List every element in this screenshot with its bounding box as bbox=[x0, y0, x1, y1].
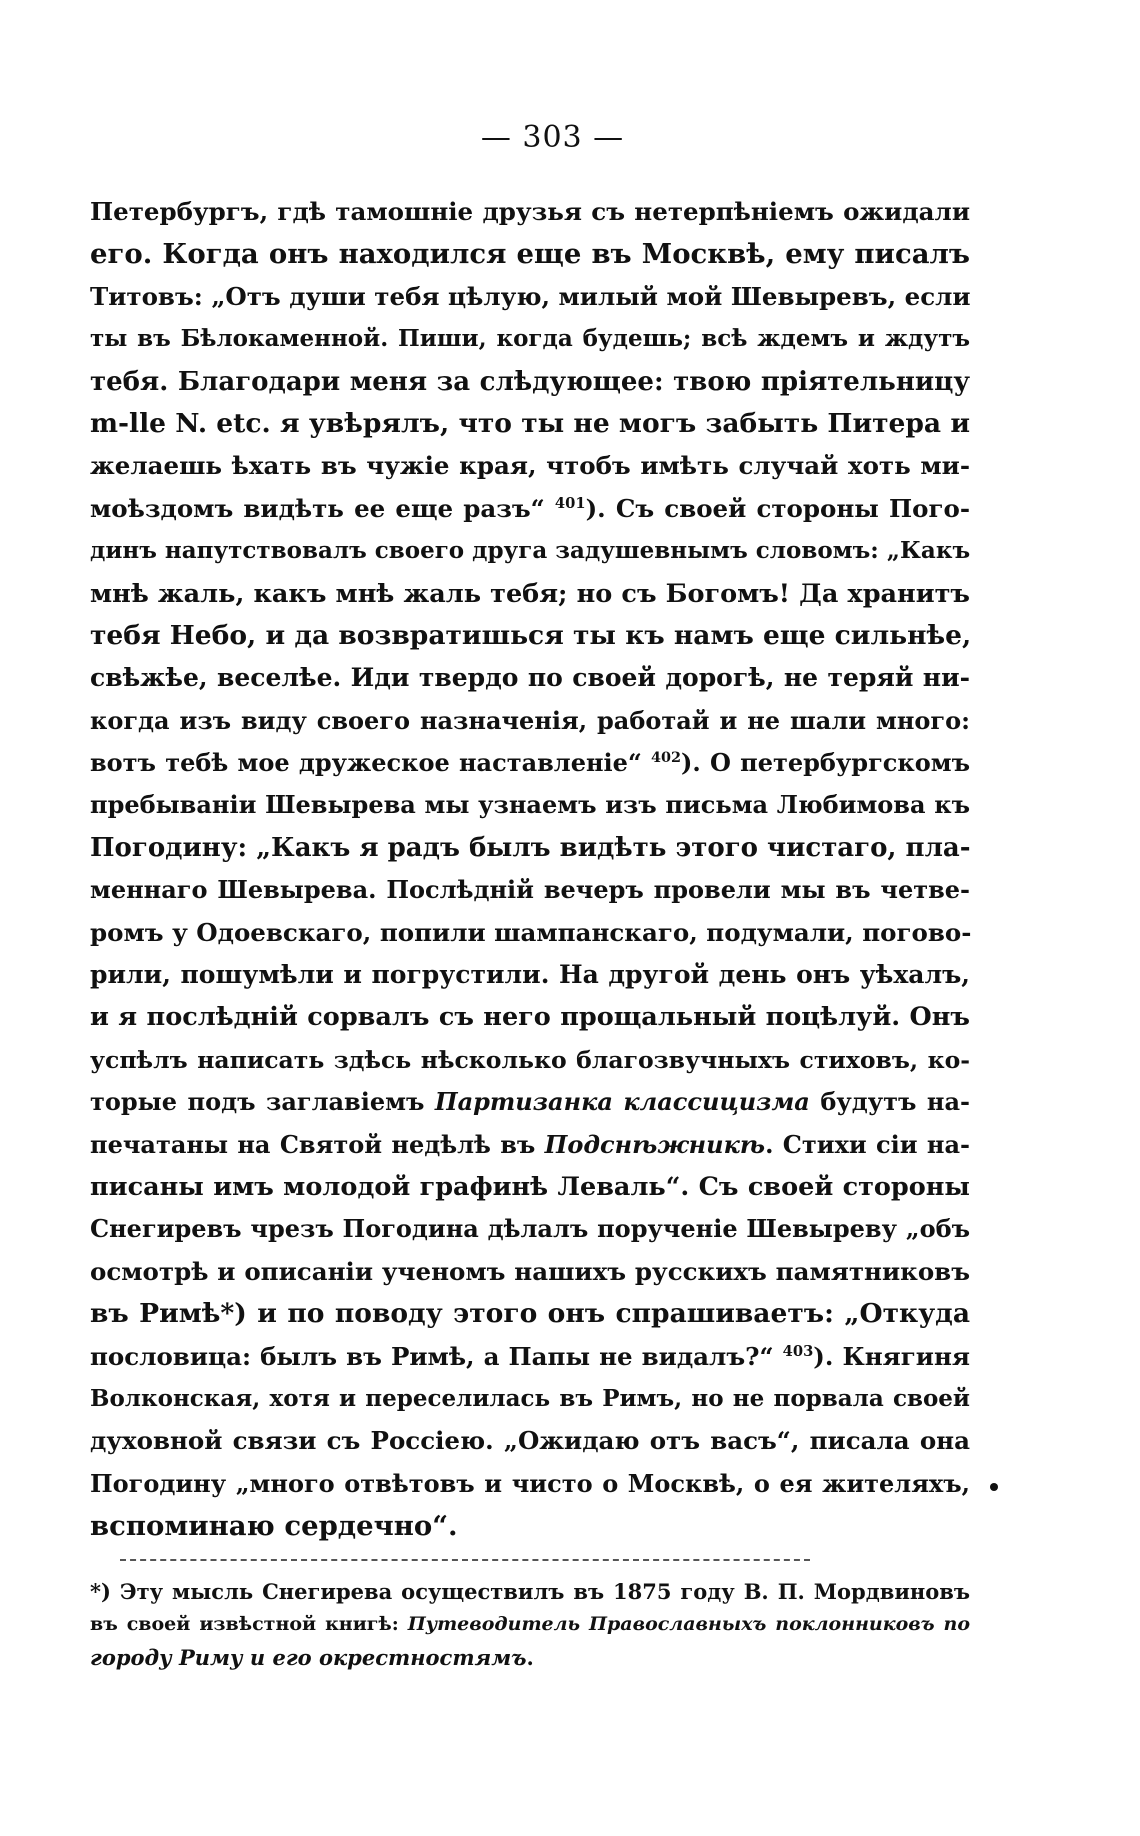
text-line: писаны имъ молодой графинѣ Леваль“. Съ своей стороны bbox=[90, 1171, 970, 1202]
citation-mark: 401 bbox=[554, 494, 586, 512]
text-segment: ). Княгиня bbox=[813, 1341, 970, 1371]
text-segment: вотъ тебѣ мое дружеское наставленіе“ bbox=[90, 748, 651, 778]
text-line: его. Когда онъ находился еще въ Москвѣ, ему писалъ bbox=[90, 238, 970, 271]
text-line bbox=[90, 1124, 970, 1166]
text-segment: печатаны на Святой недѣлѣ въ bbox=[90, 1129, 545, 1159]
citation-mark: 403 bbox=[782, 1342, 814, 1360]
text-segment: будутъ на- bbox=[809, 1087, 970, 1117]
margin-dot bbox=[990, 1483, 998, 1491]
text-line: Погодину „много отвѣтовъ и чисто о Москвѣ, о ея жителяхъ, bbox=[90, 1468, 970, 1498]
text-line: мнѣ жаль, какъ мнѣ жаль тебя; но съ Богомъ! Да хранитъ bbox=[90, 578, 970, 609]
text-line bbox=[90, 1336, 970, 1378]
text-line: рили, пошумѣли и погрустили. На другой день онъ уѣхалъ, bbox=[90, 960, 970, 990]
footnote-line: *) Эту мысль Снегирева осуществилъ въ 1875 году В. П. Мордвиновъ bbox=[90, 1579, 970, 1604]
text-line: динъ напутствовалъ своего друга задушевнымъ словомъ: „Какъ bbox=[90, 537, 971, 565]
text-line: успѣлъ написать здѣсь нѣсколько благозвучныхъ стиховъ, ко- bbox=[90, 1045, 970, 1074]
text-line: m-lle N. etc. я увѣрялъ, что ты не могъ забыть Питера и bbox=[90, 407, 970, 439]
citation-mark: 402 bbox=[651, 749, 682, 767]
text-line: желаешь ѣхать въ чужіе края, чтобъ имѣть случай хоть ми- bbox=[90, 451, 970, 481]
text-segment: ). О петербургскомъ bbox=[681, 748, 970, 778]
text-segment: въ своей извѣстной книгѣ: bbox=[90, 1613, 408, 1635]
italic-title: городу Риму и его окрестностямъ bbox=[90, 1645, 527, 1670]
text-segment: . Стихи сіи на- bbox=[765, 1129, 970, 1159]
text-line: въ Римѣ*) и по поводу этого онъ спрашиваетъ: „Откуда bbox=[90, 1298, 970, 1330]
italic-title: Партизанка классицизма bbox=[434, 1087, 810, 1117]
footnote-divider bbox=[120, 1559, 810, 1561]
text-segment: торые подъ заглавіемъ bbox=[90, 1087, 435, 1117]
footnote-line bbox=[90, 1641, 970, 1674]
text-line: и я послѣдній сорвалъ съ него прощальный поцѣлуй. Онъ bbox=[90, 1002, 970, 1033]
text-line: осмотрѣ и описаніи ученомъ нашихъ русскихъ памятниковъ bbox=[90, 1256, 970, 1286]
footnote bbox=[90, 1575, 970, 1674]
text-line bbox=[90, 742, 970, 784]
text-segment: . bbox=[526, 1645, 534, 1670]
text-line: тебя. Благодари меня за слѣдующее: твою пріятельницу bbox=[90, 366, 970, 397]
text-line: духовной связи съ Россіею. „Ожидаю отъ васъ“, писала она bbox=[90, 1426, 970, 1456]
text-line: Волконская, хотя и переселилась въ Римъ, но не порвала своей bbox=[90, 1384, 970, 1412]
italic-title: Подснѣжникѣ bbox=[544, 1129, 766, 1159]
text-line: ромъ у Одоевскаго, попили шампанскаго, подумали, погово- bbox=[90, 917, 972, 947]
text-line: пребываніи Шевырева мы узнаемъ изъ письма Любимова къ bbox=[90, 790, 970, 820]
text-line: Погодину: „Какъ я радъ былъ видѣть этого чистаго, пла- bbox=[90, 832, 971, 863]
text-line: Петербургъ, гдѣ тамошніе друзья съ нетерпѣніемъ ожидали bbox=[90, 197, 970, 226]
text-line bbox=[90, 488, 970, 530]
footnote-line bbox=[90, 1608, 970, 1641]
text-line: тебя Небо, и да возвратишься ты къ намъ еще сильнѣе, bbox=[90, 619, 972, 651]
text-line: когда изъ виду своего назначенія, работай и не шали много: bbox=[90, 705, 970, 735]
text-line: ты въ Бѣлокаменной. Пиши, когда будешь; всѣ ждемъ и ждутъ bbox=[90, 325, 970, 353]
text-segment: пословица: былъ въ Римѣ, а Папы не видалъ?“ bbox=[90, 1341, 783, 1371]
main-text bbox=[90, 191, 970, 1548]
text-segment: моѣздомъ видѣть ее еще разъ“ bbox=[90, 493, 555, 523]
text-segment: ). Съ своей стороны Пого- bbox=[585, 493, 971, 523]
text-line: Снегиревъ чрезъ Погодина дѣлалъ порученіе Шевыреву „объ bbox=[90, 1214, 970, 1244]
text-line bbox=[90, 1081, 970, 1123]
text-line: меннаго Шевырева. Послѣдній вечеръ провели мы въ четве- bbox=[90, 875, 970, 905]
page-number: — 303 — bbox=[480, 120, 625, 155]
text-line: вспоминаю сердечно“. bbox=[90, 1510, 458, 1543]
italic-title: Путеводитель Православныхъ поклонниковъ по bbox=[407, 1613, 970, 1635]
text-line: свѣжѣе, веселѣе. Иди твердо по своей дорогѣ, не теряй ни- bbox=[90, 663, 970, 693]
text-line: Титовъ: „Отъ души тебя цѣлую, милый мой Шевыревъ, если bbox=[90, 281, 971, 311]
